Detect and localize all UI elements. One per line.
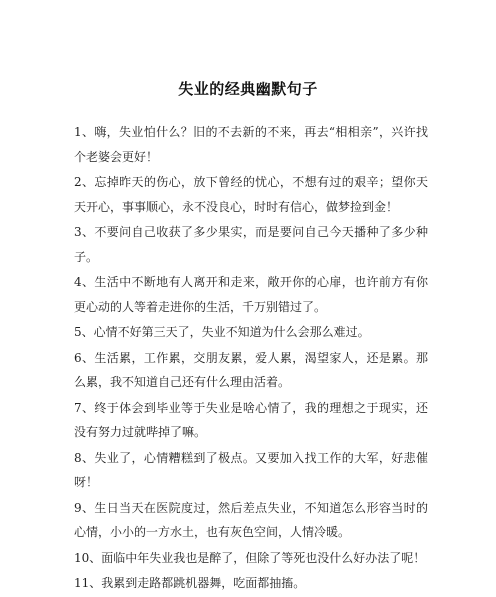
quote-item-9: 9、生日当天在医院度过，然后差点失业，不知道怎么形容当时的心情，小小的一方水土，也有灰色空间，人情冷暖。 <box>74 500 428 539</box>
quote-item-5: 5、心情不好第三天了，失业不知道为什么会那么难过。 <box>74 325 370 339</box>
quote-item-8: 8、失业了，心情糟糕到了极点。又要加入找工作的大军，好悲催呀！ <box>74 450 428 489</box>
quote-item-10: 10、面临中年失业我也是醉了，但除了等死也没什么好办法了呢！ <box>74 550 426 565</box>
quote-item-4: 4、生活中不断地有人离开和走来，敞开你的心扉，也许前方有你更心动的人等着走进你的生活，千万别错过了。 <box>74 275 428 314</box>
quote-item-2: 2、忘掉昨天的伤心，放下曾经的忧心，不想有过的艰辛；望你天天开心，事事顺心，永不没良心，时时有信心，做梦捡到金！ <box>74 175 428 214</box>
document-title: 失业的经典幽默句子 <box>178 80 318 98</box>
quote-item-7: 7、终于体会到毕业等于失业是啥心情了，我的理想之于现实，还没有努力过就哔掉了嘛。 <box>74 400 428 439</box>
quote-list <box>74 120 428 597</box>
quote-item-3: 3、不要问自己收获了多少果实，而是要问自己今天播种了多少种子。 <box>74 225 428 264</box>
quote-item-1: 1、嗨，失业怕什么？旧的不去新的不来，再去“相相亲”，兴许找个老婆会更好！ <box>74 125 428 164</box>
quote-item-11: 11、我累到走路都跳机器舞，吃面都抽搐。 <box>74 576 306 590</box>
quote-item-6: 6、生活累，工作累，交朋友累，爱人累，渴望家人，还是累。那么累，我不知道自己还有什么理由活着。 <box>74 350 428 389</box>
